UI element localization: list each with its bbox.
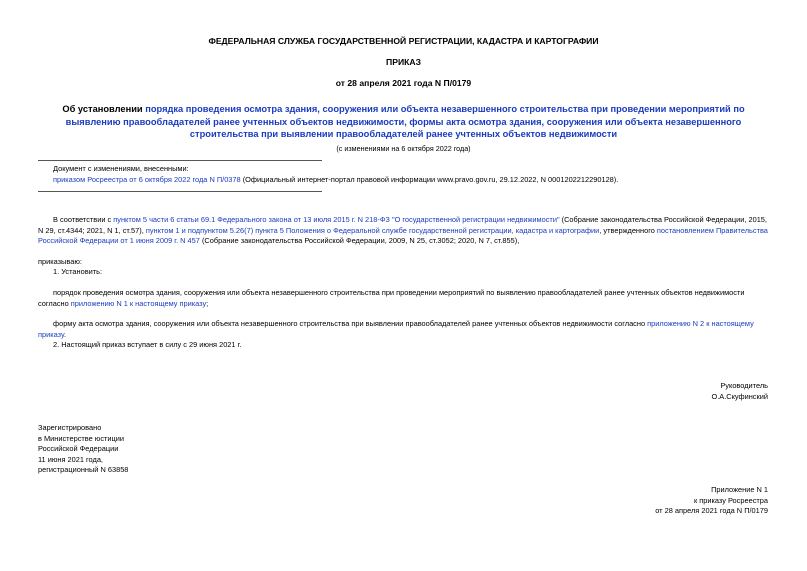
item-2: 2. Настоящий приказ вступает в силу с 29 июня 2021 г. [53,340,242,349]
title-prefix: Об установлении [62,104,146,114]
federal-law-link[interactable]: пунктом 5 части 6 статьи 69.1 Федерального закона от 13 июля 2015 г. N 218-ФЗ "О государственной регистрации недвижимости" [113,215,560,224]
registration-line-2: в Министерстве юстиции [38,433,125,443]
divider-bottom [38,191,322,192]
changes-line [53,175,773,186]
procedure-end: ; [206,298,209,308]
preamble-text-3: , утвержденного [599,225,657,235]
changes-label: Документ с изменениями, внесенными: [53,164,189,173]
edition-note: (с изменениями на 6 октября 2022 года) [336,144,471,153]
document-title [38,103,769,141]
agency-name: ФЕДЕРАЛЬНАЯ СЛУЖБА ГОСУДАРСТВЕННОЙ РЕГИСТРАЦИИ, КАДАСТРА И КАРТОГРАФИИ [208,36,599,46]
registration-block [38,423,128,476]
signatory-role: Руководитель [720,381,768,390]
signatory-name: О.А.Скуфинский [711,391,768,401]
registration-line-3: Российской Федерации [38,444,119,453]
preamble-paragraph [38,215,770,247]
form-text: форму акта осмотра здания, сооружения или объекта незавершенного строительства при выявлении правообладателей ранее учтенных объектов недвижимости согласно [53,319,648,328]
divider-top [38,160,322,161]
preamble-text-2: (Собрание законодательства Российской Федерации, 2015, N 29, ст.4344; 2021, N 1, ст.57), [38,215,767,235]
appendix-line-1: Приложение N 1 [711,485,768,494]
changes-link[interactable]: приказом Росреестра от 6 октября 2022 года N П/0378 [53,175,241,184]
appendix-line-3: от 28 апреля 2021 года N П/0179 [655,506,768,515]
registration-line-5: регистрационный N 63858 [38,465,129,474]
signature-block [711,381,768,402]
registration-line-4: 11 июня 2021 года, [38,454,103,464]
appendix-header [655,485,768,517]
changes-rest: (Официальный интернет-портал правовой информации www.pravo.gov.ru, 29.12.2022, N 0001202212290128). [240,175,619,184]
regulation-link[interactable]: пунктом 1 и подпунктом 5.26(7) пункта 5 Положения о Федеральной службе государственной регистрации, кадастра и картографии [145,225,600,235]
registration-line-1: Зарегистрировано [38,423,102,432]
form-end: . [63,329,66,339]
government-decree-link[interactable]: постановлением Правительства Российской Федерации от 1 июня 2009 г. N 457 [38,225,768,245]
procedure-text: порядок проведения осмотра здания, сооружения или объекта незавершенного строительства при проведении мероприятий по выявлению правообладателей ранее учтенных объектов недвижимости согласно [38,288,745,308]
procedure-paragraph [38,288,770,309]
preamble-text-1: В соответствии с [53,215,114,224]
item-1: 1. Установить: [53,267,103,276]
form-paragraph [38,319,770,340]
appendix-2-link[interactable]: приложению N 2 к настоящему приказу [38,319,754,339]
preamble-text-4: (Собрание законодательства Российской Федерации, 2009, N 25, ст.3052; 2020, N 7, ст.855), [199,236,520,245]
document-date-number: от 28 апреля 2021 года N П/0179 [335,78,472,88]
appendix-1-link[interactable]: приложению N 1 к настоящему приказу [70,298,207,308]
order-word: приказываю: [38,257,82,266]
title-link[interactable]: порядка проведения осмотра здания, сооружения или объекта незавершенного строительства при проведении мероприятий по выявлению правообладателей ранее учтенных объектов недвижимости, формы акта осмотра здания, сооружения или объекта незавершенного строительства при выявлении правообладателей ранее учтенных объектов недвижимости [65,104,745,139]
document-type: ПРИКАЗ [386,57,421,67]
appendix-line-2: к приказу Росреестра [693,495,768,505]
